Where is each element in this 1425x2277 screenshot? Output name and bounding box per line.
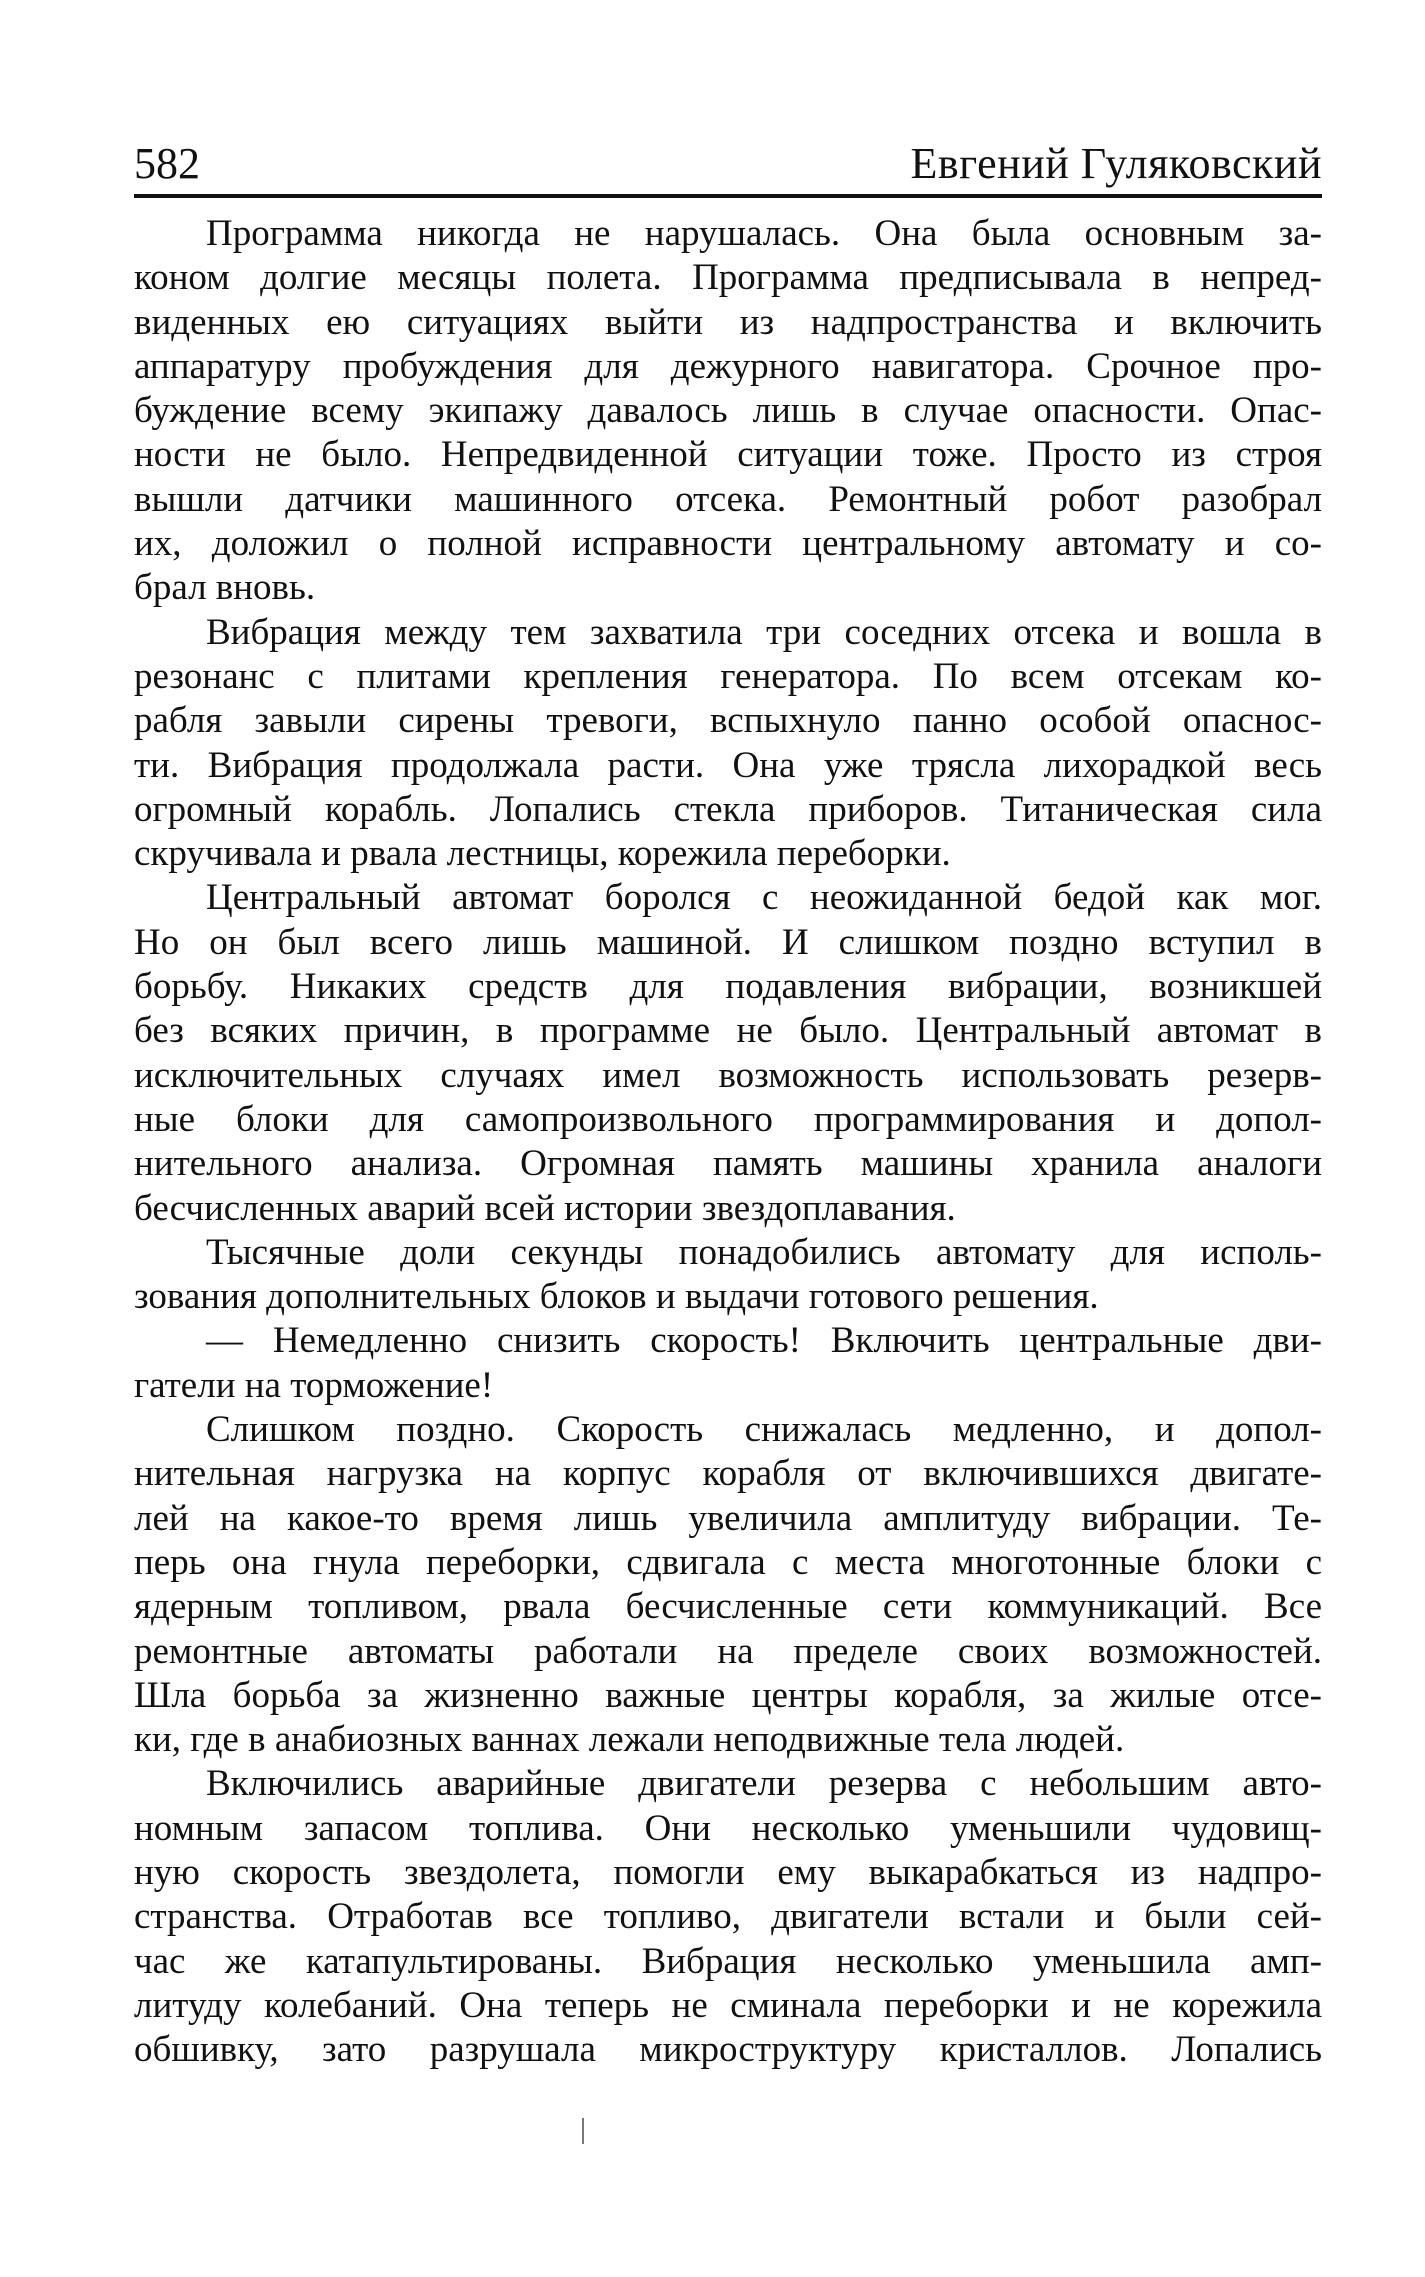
body-text: [134, 212, 1322, 2072]
text-line: Вибрация между тем захватила три соседних отсека и вошла в: [206, 611, 1322, 653]
paragraph: [134, 1319, 1322, 1408]
paragraph: [134, 1231, 1322, 1320]
text-line: аппаратуру пробуждения для дежурного навигатора. Срочное про-: [134, 345, 1322, 387]
text-line: ядерным топливом, рвала бесчисленные сети коммуникаций. Все: [134, 1586, 1322, 1628]
paragraph: [134, 611, 1322, 877]
text-line: ные блоки для самопроизвольного программирования и допол-: [134, 1098, 1322, 1140]
text-line: лей на какое-то время лишь увеличила амплитуду вибрации. Те-: [134, 1497, 1322, 1539]
text-line: номным запасом топлива. Они несколько уменьшили чудовищ-: [134, 1807, 1322, 1849]
text-line: без всяких причин, в программе не было. Центральный автомат в: [134, 1010, 1322, 1052]
text-line: ности не было. Непредвиденной ситуации тоже. Просто из строя: [134, 434, 1322, 476]
text-line: Но он был всего лишь машиной. И слишком поздно вступил в: [134, 921, 1322, 963]
text-line: брал вновь.: [134, 567, 316, 609]
paragraph: [134, 212, 1322, 611]
text-line: литуду колебаний. Она теперь не сминала переборки и не корежила: [134, 1984, 1322, 2026]
text-line: буждение всему экипажу давалось лишь в случае опасности. Опас-: [134, 390, 1322, 432]
margin-mark: [582, 2118, 584, 2144]
text-line: рабля завыли сирены тревоги, вспыхнуло панно особой опаснос-: [134, 700, 1322, 742]
text-line: коном долгие месяцы полета. Программа предписывала в непред-: [134, 257, 1322, 299]
text-line: исключительных случаях имел возможность использовать резерв-: [134, 1054, 1322, 1096]
book-page: [134, 124, 1322, 2224]
text-line: резонанс с плитами крепления генератора. По всем отсекам ко-: [134, 655, 1322, 697]
text-line: ремонтные автоматы работали на пределе своих возможностей.: [134, 1630, 1322, 1672]
text-line: вышли датчики машинного отсека. Ремонтный робот разобрал: [134, 478, 1322, 520]
paragraph: [134, 1408, 1322, 1762]
paragraph: [134, 876, 1322, 1230]
running-head: Евгений Гуляковский: [910, 139, 1322, 188]
page-number: 582: [134, 139, 200, 188]
text-line: Включились аварийные двигатели резерва с небольшим авто-: [206, 1763, 1322, 1805]
text-line: борьбу. Никаких средств для подавления вибрации, возникшей: [134, 966, 1322, 1008]
text-line: — Немедленно снизить скорость! Включить центральные дви-: [206, 1320, 1322, 1362]
text-line: виденных ею ситуациях выйти из надпространства и включить: [134, 301, 1322, 343]
text-line: их, доложил о полной исправности центральному автомату и со-: [134, 523, 1322, 565]
text-line: час же катапультированы. Вибрация несколько уменьшила амп-: [134, 1940, 1322, 1982]
text-line: ки, где в анабиозных ваннах лежали неподвижные тела людей.: [134, 1719, 1125, 1761]
text-line: странства. Отработав все топливо, двигатели встали и были сей-: [134, 1896, 1322, 1938]
text-line: перь она гнула переборки, сдвигала с места многотонные блоки с: [134, 1541, 1322, 1583]
text-line: нительного анализа. Огромная память машины хранила аналоги: [134, 1143, 1322, 1185]
paragraph: [134, 1762, 1322, 2072]
text-line: зования дополнительных блоков и выдачи готового решения.: [134, 1276, 1099, 1318]
text-line: Слишком поздно. Скорость снижалась медленно, и допол-: [206, 1409, 1322, 1451]
page-header: [134, 124, 1322, 198]
text-line: Тысячные доли секунды понадобились автомату для исполь-: [206, 1231, 1322, 1273]
text-line: нительная нагрузка на корпус корабля от включившихся двигате-: [134, 1453, 1322, 1495]
text-line: огромный корабль. Лопались стекла приборов. Титаническая сила: [134, 788, 1322, 830]
text-line: Шла борьба за жизненно важные центры корабля, за жилые отсе-: [134, 1674, 1322, 1716]
text-line: обшивку, зато разрушала микроструктуру кристаллов. Лопались: [134, 2029, 1322, 2071]
text-line: ти. Вибрация продолжала расти. Она уже трясла лихорадкой весь: [134, 744, 1322, 786]
text-line: скручивала и рвала лестницы, корежила переборки.: [134, 833, 951, 875]
text-line: ную скорость звездолета, помогли ему выкарабкаться из надпро-: [134, 1851, 1322, 1893]
text-line: Программа никогда не нарушалась. Она была основным за-: [206, 213, 1322, 254]
text-line: Центральный автомат боролся с неожиданной бедой как мог.: [206, 877, 1322, 919]
text-line: гатели на торможение!: [134, 1364, 494, 1406]
text-line: бесчисленных аварий всей истории звездоплавания.: [134, 1187, 956, 1229]
